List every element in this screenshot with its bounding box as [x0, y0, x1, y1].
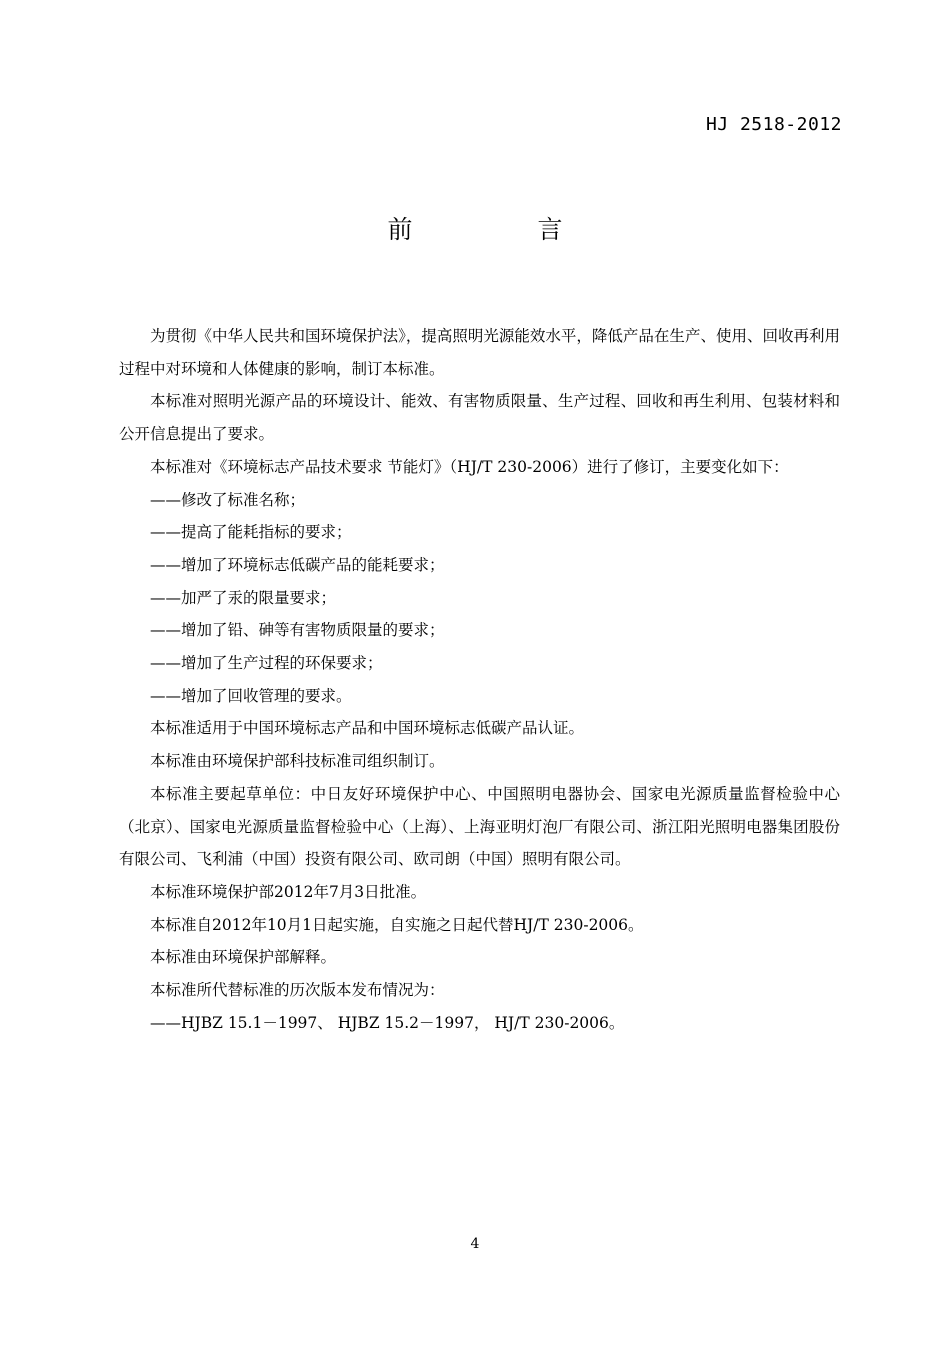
change-list-item: ——增加了回收管理的要求。 — [150, 686, 352, 705]
paragraph: 本标准主要起草单位：中日友好环境保护中心、中国照明电器协会、国家电光源质量监督检验中心（北京）、国家电光源质量监督检验中心（上海）、上海亚明灯泡厂有限公司、浙江阳光照明电器集团股份有限公司、飞利浦（中国）投资有限公司、欧司朗（中国）照明有限公司。 — [119, 784, 840, 869]
paragraph: 为贯彻《中华人民共和国环境保护法》，提高照明光源能效水平，降低产品在生产、使用、回收再利用过程中对环境和人体健康的影响，制订本标准。 — [119, 327, 840, 378]
change-list-item: ——加严了汞的限量要求； — [150, 588, 337, 607]
standard-code: HJ 2518-2012 — [705, 114, 842, 135]
document-body — [119, 320, 840, 1039]
change-list-item: ——修改了标准名称； — [150, 490, 306, 509]
change-list-item: ——提高了能耗指标的要求； — [150, 523, 352, 542]
change-list-item: ——增加了生产过程的环保要求； — [150, 654, 383, 673]
paragraph: 本标准对《环境标志产品技术要求 节能灯》（HJ/T 230-2006）进行了修订，主要变化如下： — [150, 457, 789, 476]
paragraph: 本标准自2012年10月1日起实施，自实施之日起代替HJ/T 230-2006。 — [150, 915, 644, 934]
page-title: 前 言 — [387, 215, 613, 244]
paragraph: 本标准由环境保护部解释。 — [150, 948, 337, 967]
page-number: 4 — [470, 1236, 480, 1252]
paragraph: 本标准所代替标准的历次版本发布情况为： — [150, 981, 445, 1000]
change-list-item: ——增加了环境标志低碳产品的能耗要求； — [150, 555, 445, 574]
paragraph: 本标准由环境保护部科技标准司组织制订。 — [150, 752, 445, 771]
change-list-item: ——增加了铅、砷等有害物质限量的要求； — [150, 621, 445, 640]
paragraph: 本标准适用于中国环境标志产品和中国环境标志低碳产品认证。 — [150, 719, 585, 738]
history-list-item: ——HJBZ 15.1－1997、 HJBZ 15.2－1997， HJ/T 230-2006。 — [150, 1013, 625, 1032]
paragraph: 本标准环境保护部2012年7月3日批准。 — [150, 882, 427, 901]
paragraph: 本标准对照明光源产品的环境设计、能效、有害物质限量、生产过程、回收和再生利用、包装材料和公开信息提出了要求。 — [119, 392, 840, 444]
